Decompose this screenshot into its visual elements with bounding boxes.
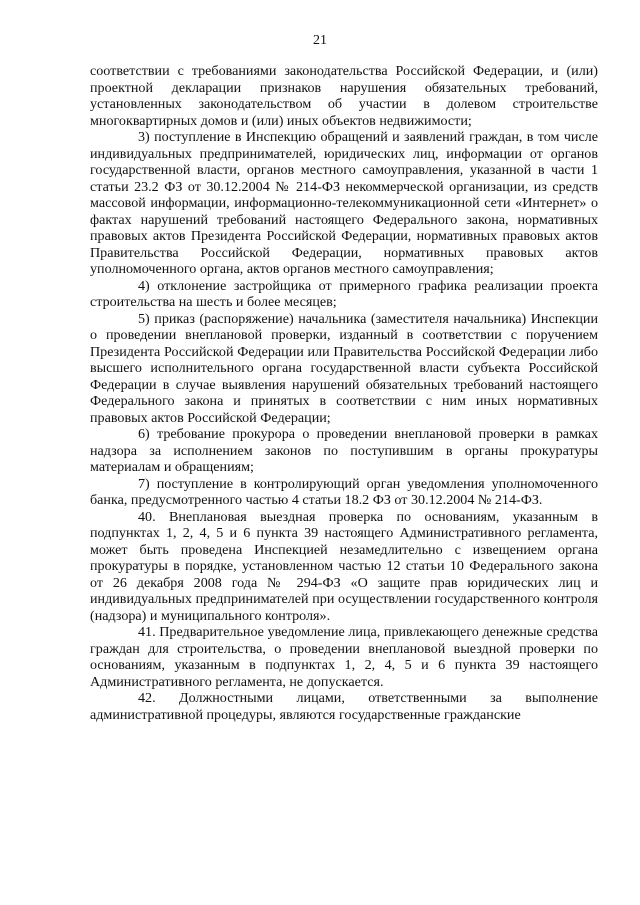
paragraph-item-3: 3) поступление в Инспекцию обращений и заявлений граждан, в том числе индивидуальных предпринимателей, юридических лиц, информации от органов государственной власти, органов местного самоуправления, указанной в части 1 статьи 23.2 ФЗ от 30.12.2004 № 214-ФЗ некоммерческой организации, из средств массовой информации, информационно-телекоммуникационной сети «Интернет» о фактах нарушений требований настоящего Федерального закона, нормативных правовых актов Президента Российской Федерации, нормативных правовых актов Правительства Российской Федерации, нормативных правовых актов уполномоченного органа, актов органов местного самоуправления; bbox=[90, 129, 598, 277]
paragraph-clause-40: 40. Внеплановая выездная проверка по основаниям, указанным в подпунктах 1, 2, 4, 5 и 6 пункта 39 настоящего Административного регламента, может быть проведена Инспекцией незамедлительно с извещением органа прокуратуры в порядке, установленном частью 12 статьи 10 Федерального закона от 26 декабря 2008 года № 294-ФЗ «О защите прав юридических лиц и индивидуальных предпринимателей при осуществлении государственного контроля (надзора) и муниципального контроля». bbox=[90, 508, 598, 624]
paragraph-clause-42: 42. Должностными лицами, ответственными за выполнение административной процедуры, являются государственные гражданские bbox=[90, 690, 598, 723]
paragraph-item-6: 6) требование прокурора о проведении внеплановой проверки в рамках надзора за исполнением законов по поступившим в органы прокуратуры материалам и обращениям; bbox=[90, 426, 598, 475]
paragraph-item-4: 4) отклонение застройщика от примерного графика реализации проекта строительства на шесть и более месяцев; bbox=[90, 277, 598, 310]
paragraph-continuation: соответствии с требованиями законодательства Российской Федерации, и (или) проектной декларации признаков нарушения обязательных требований, установленных законодательством об участии в долевом строительстве многоквартирных домов и (или) иных объектов недвижимости; bbox=[90, 63, 598, 129]
document-body bbox=[90, 63, 598, 723]
paragraph-item-5: 5) приказ (распоряжение) начальника (заместителя начальника) Инспекции о проведении внеплановой проверки, изданный в соответствии с поручением Президента Российской Федерации или Правительства Российской Федерации либо высшего исполнительного органа государственной власти субъекта Российской Федерации в случае выявления нарушений обязательных требований настоящего Федерального закона и принятых в соответствии с ним иных нормативных правовых актов Российской Федерации; bbox=[90, 310, 598, 426]
page-number: 21 bbox=[313, 33, 327, 48]
paragraph-clause-41: 41. Предварительное уведомление лица, привлекающего денежные средства граждан для строительства, о проведении внеплановой выездной проверки по основаниям, указанным в подпунктах 1, 2, 4, 5 и 6 пункта 39 настоящего Административного регламента, не допускается. bbox=[90, 624, 598, 690]
paragraph-item-7: 7) поступление в контролирующий орган уведомления уполномоченного банка, предусмотренного частью 4 статьи 18.2 ФЗ от 30.12.2004 № 214-ФЗ. bbox=[90, 475, 598, 508]
